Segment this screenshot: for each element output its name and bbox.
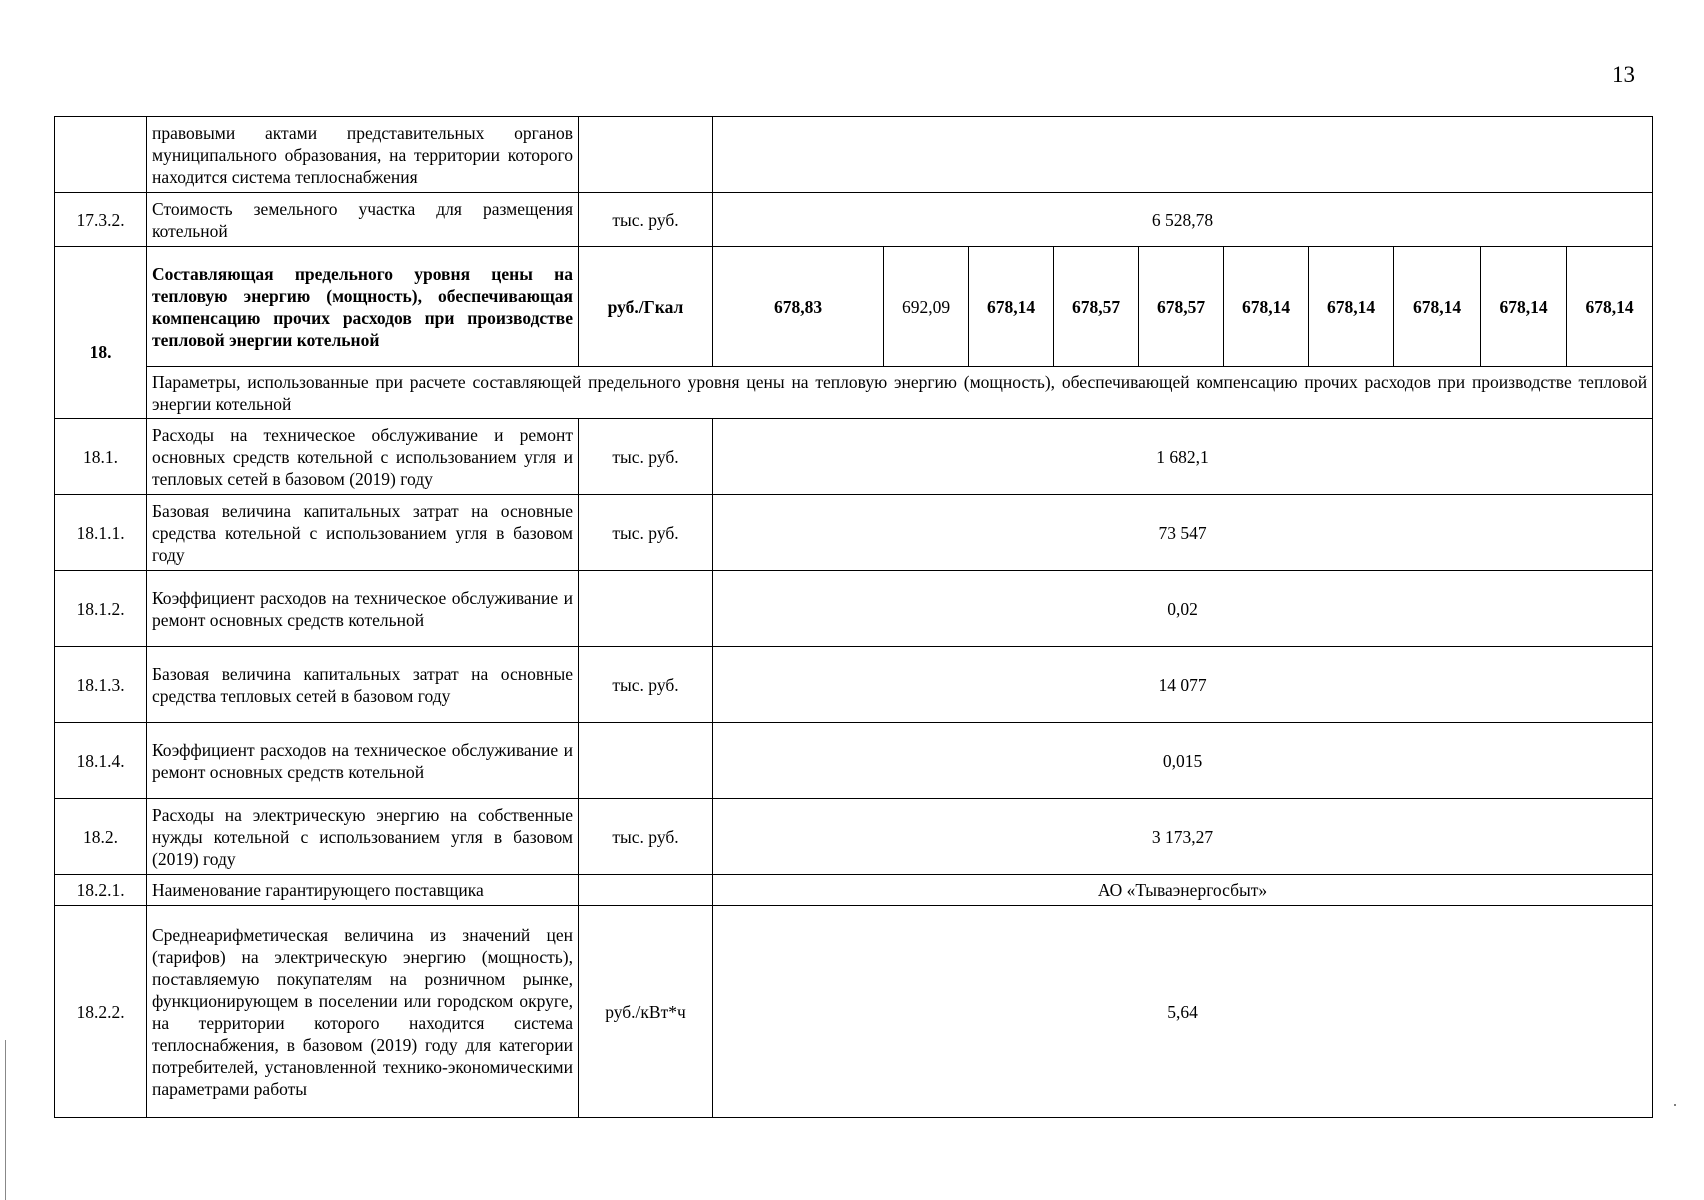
- row-description: Коэффициент расходов на техническое обслуживание и ремонт основных средств котельной: [147, 723, 579, 799]
- row-description: Составляющая предельного уровня цены на тепловую энергию (мощность), обеспечивающая компенсацию прочих расходов при производстве тепловой энергии котельной: [147, 247, 579, 367]
- row-value: [713, 117, 1653, 193]
- scan-edge-line: [5, 1040, 6, 1200]
- row-value: 678,14: [1309, 247, 1394, 367]
- row-description: Наименование гарантирующего поставщика: [147, 875, 579, 906]
- table-row: [55, 193, 1653, 247]
- row-number: 18.1.1.: [55, 495, 147, 571]
- row-description: Расходы на техническое обслуживание и ремонт основных средств котельной с использованием угля и тепловых сетей в базовом (2019) году: [147, 419, 579, 495]
- row-value: 14 077: [713, 647, 1653, 723]
- row-number: 18.2.1.: [55, 875, 147, 906]
- table-row: [55, 495, 1653, 571]
- row-value: 678,14: [1394, 247, 1481, 367]
- table-row: [55, 117, 1653, 193]
- scan-speck: [1674, 1104, 1676, 1106]
- row-unit: [579, 571, 713, 647]
- row-unit: тыс. руб.: [579, 419, 713, 495]
- row-unit: тыс. руб.: [579, 647, 713, 723]
- row-value: 0,015: [713, 723, 1653, 799]
- row-value: 678,57: [1139, 247, 1224, 367]
- row-unit: руб./Гкал: [579, 247, 713, 367]
- table-row: [55, 723, 1653, 799]
- row-number: 18.1.2.: [55, 571, 147, 647]
- row-unit: [579, 117, 713, 193]
- row-value: 5,64: [713, 906, 1653, 1118]
- row-unit: руб./кВт*ч: [579, 906, 713, 1118]
- row-number: 18.1.4.: [55, 723, 147, 799]
- row-value: 6 528,78: [713, 193, 1653, 247]
- row-value: 678,14: [1567, 247, 1653, 367]
- table-row: [55, 647, 1653, 723]
- row-description: Базовая величина капитальных затрат на основные средства тепловых сетей в базовом году: [147, 647, 579, 723]
- row-number: [55, 117, 147, 193]
- tariff-parameters-table: [54, 116, 1653, 1118]
- row-value: 678,57: [1054, 247, 1139, 367]
- row-number: 18.1.3.: [55, 647, 147, 723]
- row-value: АО «Тываэнергосбыт»: [713, 875, 1653, 906]
- table-row: [55, 906, 1653, 1118]
- row-description: правовыми актами представительных органов муниципального образования, на территории которого находится система теплоснабжения: [147, 117, 579, 193]
- row-unit: тыс. руб.: [579, 799, 713, 875]
- row-unit: тыс. руб.: [579, 495, 713, 571]
- row-value: 678,83: [713, 247, 884, 367]
- page-number: 13: [1612, 62, 1635, 87]
- row-value: 73 547: [713, 495, 1653, 571]
- row-value: 0,02: [713, 571, 1653, 647]
- row-description: Коэффициент расходов на техническое обслуживание и ремонт основных средств котельной: [147, 571, 579, 647]
- table-row: [55, 367, 1653, 419]
- row-description: Среднеарифметическая величина из значений цен (тарифов) на электрическую энергию (мощность), поставляемую покупателям на розничном рынке, функционирующем в поселении или городском округе, на территории которого находится система теплоснабжения, в базовом (2019) году для категории потребителей, установленной технико-экономическими параметрами работы: [147, 906, 579, 1118]
- row-unit: тыс. руб.: [579, 193, 713, 247]
- row-value: 678,14: [969, 247, 1054, 367]
- row-unit: [579, 875, 713, 906]
- row-unit: [579, 723, 713, 799]
- table-row: [55, 247, 1653, 367]
- row-number: 17.3.2.: [55, 193, 147, 247]
- row-value: 1 682,1: [713, 419, 1653, 495]
- row-number: 18.2.2.: [55, 906, 147, 1118]
- row-description: Стоимость земельного участка для размещения котельной: [147, 193, 579, 247]
- row-value: 3 173,27: [713, 799, 1653, 875]
- row-value: 678,14: [1481, 247, 1567, 367]
- row-description: Базовая величина капитальных затрат на основные средства котельной с использованием угля в базовом году: [147, 495, 579, 571]
- row-description: Расходы на электрическую энергию на собственные нужды котельной с использованием угля в базовом (2019) году: [147, 799, 579, 875]
- table-row: [55, 571, 1653, 647]
- table-row: [55, 419, 1653, 495]
- table-row: [55, 875, 1653, 906]
- row-value: 678,14: [1224, 247, 1309, 367]
- row-number: 18.2.: [55, 799, 147, 875]
- table-row: [55, 799, 1653, 875]
- row-number: 18.: [55, 247, 147, 419]
- row-number: 18.1.: [55, 419, 147, 495]
- parameters-heading: Параметры, использованные при расчете составляющей предельного уровня цены на тепловую энергию (мощность), обеспечивающей компенсацию прочих расходов при производстве тепловой энергии котельной: [147, 367, 1653, 419]
- row-value: 692,09: [884, 247, 969, 367]
